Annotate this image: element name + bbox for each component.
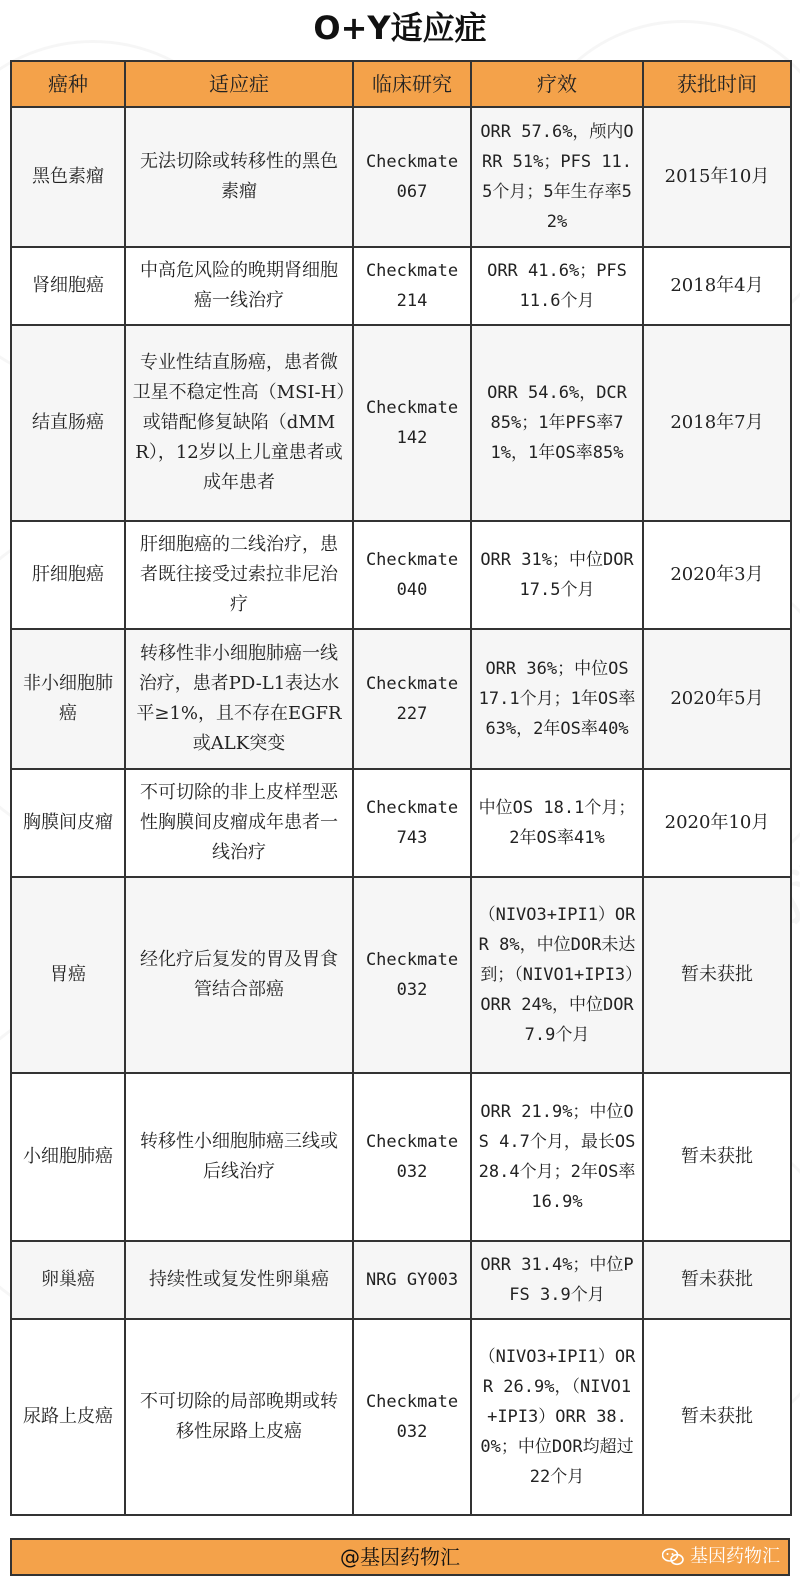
cell-clinical-trial: Checkmate 032 (353, 877, 471, 1073)
header-indication: 适应症 (125, 61, 353, 107)
cell-clinical-trial: Checkmate 142 (353, 325, 471, 521)
table-row (11, 325, 791, 521)
footer-bar (10, 1538, 790, 1576)
cell-indication: 经化疗后复发的胃及胃食管结合部癌 (125, 877, 353, 1073)
cell-efficacy: ORR 31.4%；中位PFS 3.9个月 (471, 1241, 643, 1319)
cell-cancer-type: 胸膜间皮瘤 (11, 769, 125, 877)
cell-approval-date: 暂未获批 (643, 1241, 791, 1319)
footer-handle: @基因药物汇 (340, 1545, 460, 1569)
table-row (11, 521, 791, 629)
table-row (11, 1241, 791, 1319)
cell-indication: 转移性小细胞肺癌三线或后线治疗 (125, 1073, 353, 1241)
cell-cancer-type: 尿路上皮癌 (11, 1319, 125, 1515)
cell-clinical-trial: Checkmate 214 (353, 247, 471, 325)
cell-approval-date: 2018年4月 (643, 247, 791, 325)
cell-clinical-trial: Checkmate 032 (353, 1319, 471, 1515)
cell-indication: 持续性或复发性卵巢癌 (125, 1241, 353, 1319)
cell-approval-date: 2015年10月 (643, 107, 791, 247)
indications-table (10, 60, 792, 1516)
header-efficacy: 疗效 (471, 61, 643, 107)
cell-indication: 无法切除或转移性的黑色素瘤 (125, 107, 353, 247)
page-title: O+Y适应症 (313, 9, 487, 47)
cell-indication: 专业性结直肠癌，患者微卫星不稳定性高（MSI-H）或错配修复缺陷（dMMR），12岁以上儿童患者或成年患者 (125, 325, 353, 521)
footer-brand-label: 基因药物汇 (690, 1546, 780, 1567)
table-row (11, 629, 791, 769)
table-row (11, 1319, 791, 1515)
cell-efficacy: ORR 31%；中位DOR 17.5个月 (471, 521, 643, 629)
table-row (11, 247, 791, 325)
cell-clinical-trial: Checkmate 227 (353, 629, 471, 769)
table-header-row (11, 61, 791, 107)
cell-cancer-type: 卵巢癌 (11, 1241, 125, 1319)
cell-approval-date: 暂未获批 (643, 877, 791, 1073)
cell-indication: 不可切除的非上皮样型恶性胸膜间皮瘤成年患者一线治疗 (125, 769, 353, 877)
cell-clinical-trial: Checkmate 040 (353, 521, 471, 629)
cell-approval-date: 2018年7月 (643, 325, 791, 521)
footer-brand (662, 1540, 780, 1574)
table-row (11, 107, 791, 247)
cell-cancer-type: 非小细胞肺癌 (11, 629, 125, 769)
table-row (11, 769, 791, 877)
cell-cancer-type: 小细胞肺癌 (11, 1073, 125, 1241)
cell-clinical-trial: Checkmate 743 (353, 769, 471, 877)
table-row (11, 1073, 791, 1241)
cell-indication: 肝细胞癌的二线治疗，患者既往接受过索拉非尼治疗 (125, 521, 353, 629)
cell-approval-date: 2020年10月 (643, 769, 791, 877)
cell-approval-date: 暂未获批 (643, 1073, 791, 1241)
cell-efficacy: ORR 54.6%，DCR 85%；1年PFS率71%，1年OS率85% (471, 325, 643, 521)
cell-approval-date: 2020年5月 (643, 629, 791, 769)
wechat-icon (662, 1548, 684, 1566)
cell-efficacy: ORR 41.6%；PFS 11.6个月 (471, 247, 643, 325)
cell-efficacy: ORR 57.6%，颅内ORR 51%；PFS 11.5个月；5年生存率52% (471, 107, 643, 247)
cell-cancer-type: 肾细胞癌 (11, 247, 125, 325)
cell-approval-date: 2020年3月 (643, 521, 791, 629)
cell-efficacy: ORR 36%；中位OS 17.1个月；1年OS率63%，2年OS率40% (471, 629, 643, 769)
header-cancer-type: 癌种 (11, 61, 125, 107)
cell-indication: 转移性非小细胞肺癌一线治疗，患者PD-L1表达水平≥1%，且不存在EGFR或ALK突变 (125, 629, 353, 769)
cell-efficacy: （NIVO3+IPI1）ORR 26.9%，（NIVO1+IPI3）ORR 38.0%；中位DOR均超过22个月 (471, 1319, 643, 1515)
cell-clinical-trial: Checkmate 032 (353, 1073, 471, 1241)
cell-indication: 不可切除的局部晚期或转移性尿路上皮癌 (125, 1319, 353, 1515)
cell-cancer-type: 黑色素瘤 (11, 107, 125, 247)
cell-clinical-trial: NRG GY003 (353, 1241, 471, 1319)
cell-efficacy: 中位OS 18.1个月；2年OS率41% (471, 769, 643, 877)
header-approval-date: 获批时间 (643, 61, 791, 107)
cell-indication: 中高危风险的晚期肾细胞癌一线治疗 (125, 247, 353, 325)
table-row (11, 877, 791, 1073)
cell-cancer-type: 结直肠癌 (11, 325, 125, 521)
cell-efficacy: ORR 21.9%；中位OS 4.7个月，最长OS 28.4个月；2年OS率16.9% (471, 1073, 643, 1241)
header-clinical-trial: 临床研究 (353, 61, 471, 107)
cell-cancer-type: 胃癌 (11, 877, 125, 1073)
cell-efficacy: （NIVO3+IPI1）ORR 8%，中位DOR未达到；（NIVO1+IPI3）ORR 24%，中位DOR 7.9个月 (471, 877, 643, 1073)
cell-approval-date: 暂未获批 (643, 1319, 791, 1515)
cell-clinical-trial: Checkmate 067 (353, 107, 471, 247)
cell-cancer-type: 肝细胞癌 (11, 521, 125, 629)
